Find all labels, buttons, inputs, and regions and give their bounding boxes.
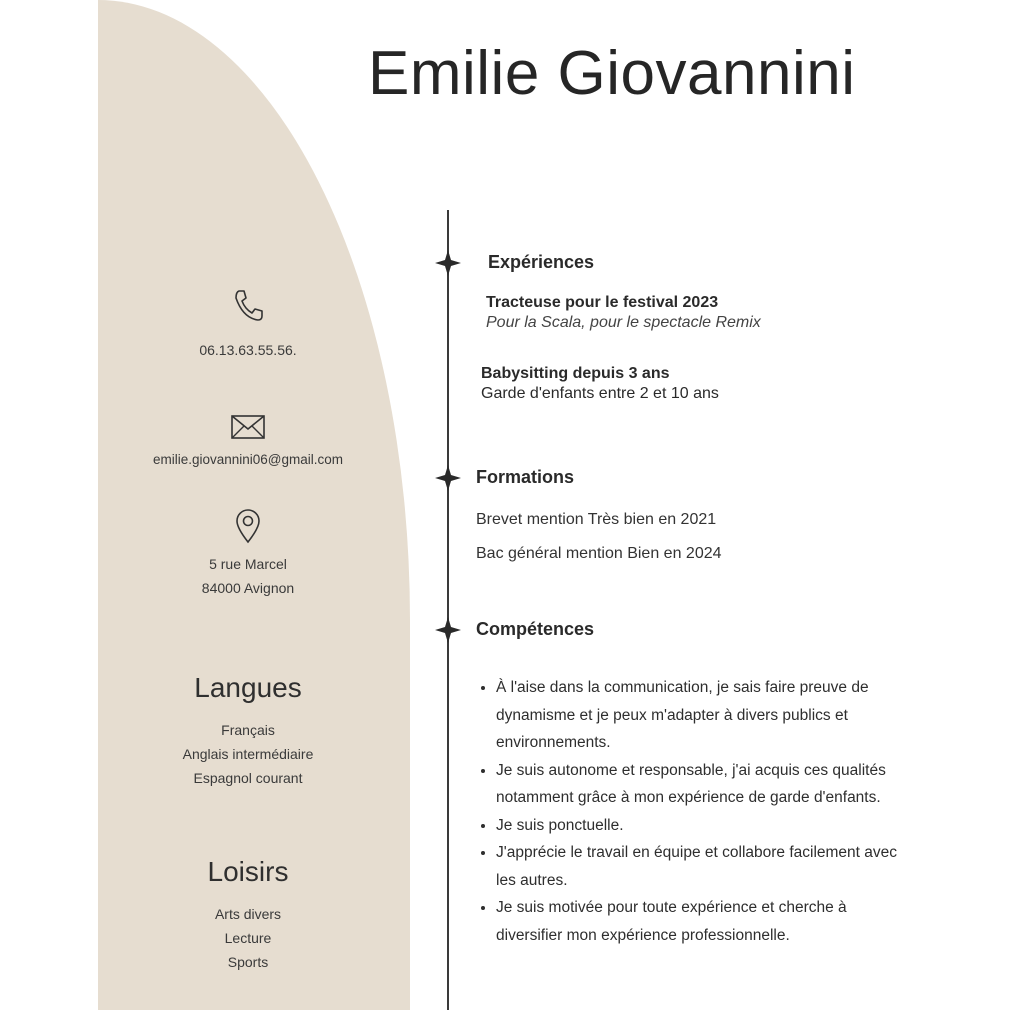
phone-number: 06.13.63.55.56. — [199, 342, 297, 358]
skill-item: • J'apprécie le travail en équipe et collabore facilement avec les autres. — [496, 839, 916, 894]
contact-phone — [98, 288, 398, 362]
timeline-node-icon — [435, 250, 461, 276]
timeline-node-icon — [435, 465, 461, 491]
email-address: emilie.giovannini06@gmail.com — [152, 452, 344, 467]
location-pin-icon — [233, 508, 263, 544]
address-line-1: 5 rue Marcel — [209, 556, 287, 572]
address-line-2: 84000 Avignon — [201, 580, 295, 596]
language-item: Anglais intermédiaire — [182, 746, 314, 762]
experience-detail: Garde d'enfants entre 2 et 10 ans — [481, 385, 719, 402]
experience-heading: Expériences — [488, 252, 595, 272]
page-title: Emilie Giovannini — [368, 39, 856, 108]
timeline-node-icon — [435, 617, 461, 643]
hobbies-heading: Loisirs — [207, 856, 289, 887]
education-entry: Bac général mention Bien en 2024 — [476, 545, 722, 562]
skills-heading: Compétences — [476, 619, 595, 639]
education-entry: Brevet mention Très bien en 2021 — [476, 511, 717, 528]
phone-icon — [231, 288, 265, 324]
hobby-item: Lecture — [224, 930, 272, 946]
contact-email — [98, 412, 398, 472]
language-item: Espagnol courant — [193, 770, 303, 786]
experience-title: Babysitting depuis 3 ans — [481, 365, 670, 382]
timeline-line — [447, 210, 449, 1010]
hobby-item: Sports — [227, 954, 269, 970]
language-item: Français — [221, 722, 275, 738]
skill-item: • À l'aise dans la communication, je sais faire preuve de dynamisme et je peux m'adapter à divers publics et environnements. — [496, 674, 916, 757]
experience-entry — [486, 294, 761, 332]
experience-title: Tracteuse pour le festival 2023 — [486, 294, 719, 311]
hobbies-section — [98, 856, 398, 974]
skill-item: • Je suis ponctuelle. — [496, 812, 916, 840]
hobby-item: Arts divers — [214, 906, 282, 922]
experience-detail: Pour la Scala, pour le spectacle Remix — [486, 314, 761, 331]
skill-item: • Je suis motivée pour toute expérience et cherche à diversifier mon expérience professionnelle. — [496, 894, 916, 949]
contact-address — [98, 508, 398, 600]
skill-item: • Je suis autonome et responsable, j'ai acquis ces qualités notamment grâce à mon expérience de garde d'enfants. — [496, 757, 916, 812]
skills-list — [474, 674, 916, 949]
envelope-icon — [229, 412, 267, 442]
languages-section — [98, 672, 398, 790]
languages-heading: Langues — [194, 672, 302, 703]
experience-entry — [481, 365, 719, 403]
education-heading: Formations — [476, 467, 575, 487]
